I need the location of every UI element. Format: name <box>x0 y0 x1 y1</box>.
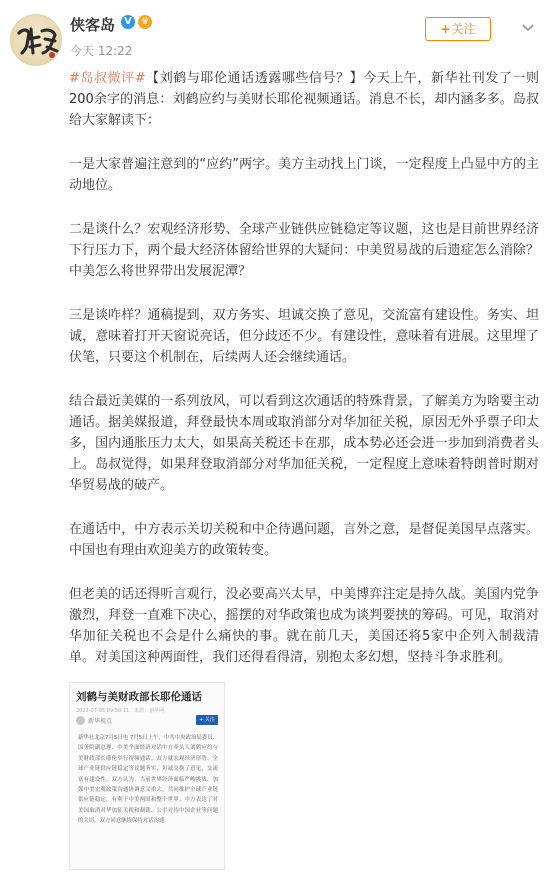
post-time[interactable]: 今天 12:22 <box>70 44 133 58</box>
article-screenshot-image[interactable] <box>69 682 225 870</box>
image-source-logo-icon <box>76 716 85 725</box>
post-intro <box>69 68 539 131</box>
image-title: 刘鹤与美财政部长耶伦通话 <box>76 691 202 703</box>
paragraph-4: 结合最近美媒的一系列放风，可以看到这次通话的特殊背景，了解美方为啥要主动通话。据美媒报道，拜登最快本周或取消部分对华加征关税，原因无外乎票子印太多，国内通胀压力太大，如果高关税还卡在那，成本势必还会进一步加到消费者头上。岛叔觉得，如果拜登取消部分对华加征关税，一定程度上意味着特朗普时期对华贸易战的破产。 <box>69 394 539 493</box>
post-header <box>0 0 550 66</box>
paragraph-6: 但老美的话还得听言观行，没必要高兴太早，中美博弈注定是持久战。美国内党争激烈，拜登一直难下决心，摇摆的对华政策也成为谈判要挟的筹码。可见，取消对华加征关税也不会是什么痛快的事。就在前几天，美国还将5家中企列入制裁清单。对美国这种两面性，我们还得看得清，别抱太多幻想，坚持斗争求胜利。 <box>69 587 539 665</box>
verified-badge-icon: V <box>121 15 135 29</box>
paragraph-1: 一是大家普遍注意到的“应约”两字。美方主动找上门谈，一定程度上凸显中方的主动地位。 <box>69 157 539 193</box>
topic-tag[interactable]: #岛叔微评# <box>69 71 146 86</box>
image-body-text: 新华社北京7月5日电 7月5日上午，中共中央政治局委员、国务院副总理、中美全面经济对话中方牵头人刘鹤应约与美财政部长耶伦举行视频通话。双方就宏观经济形势、全球产业链供应链稳定等议题务实、坦诚交换了意见，交流富有建设性。双方认为，当前世界经济面临严峻挑战，加强中美宏观政策沟通协调意义重大，共同维护全球产业链供应链稳定，有利于中美两国和整个世界。中方表达了对美国取消对华加征关税和制裁、公平对待中国企业等问题的关切。双方同意继续保持对话沟通。 <box>78 735 218 825</box>
author-name[interactable]: 侠客岛 <box>70 16 116 34</box>
chevron-down-icon <box>522 24 534 32</box>
avatar-logo-icon <box>11 15 62 66</box>
intro-text: 【刘鹤与耶伦通话透露哪些信号？】今天上午，新华社刊发了一则200余字的消息：刘鹤应约与美财长耶伦视频通话。消息不长，却内涵多多。岛叔给大家解读下： <box>69 71 539 128</box>
vip-medal-icon: ♛ <box>138 15 152 29</box>
image-follow-badge: + 关注 <box>196 715 218 725</box>
more-options-button[interactable] <box>517 17 539 39</box>
paragraph-5: 在通话中，中方表示关切关税和中企待遇问题，言外之意，是督促美国早点落实。中国也有理由欢迎美方的政策转变。 <box>69 522 539 558</box>
image-meta: 2022-07-05 09:50:11 来源：新华网 <box>76 708 165 714</box>
paragraph-3: 三是谈咋样？通稿提到，双方务实、坦诚交换了意见，交流富有建设性。务实、坦诚，意味着打开天窗说亮话，但分歧还不少。有建设性，意味着有进展。这里埋了伏笔，只要这个机制在，后续两人还会继续通话。 <box>69 308 539 365</box>
follow-button[interactable] <box>425 17 491 41</box>
author-avatar[interactable] <box>10 14 62 66</box>
follow-label: 关注 <box>451 22 476 36</box>
paragraph-2: 二是谈什么？宏观经济形势、全球产业链供应链稳定等议题，这也是目前世界经济下行压力下，两个最大经济体留给世界的大疑问：中美贸易战的后遗症怎么消除？中美怎么将世界带出发展泥潭？ <box>69 222 539 279</box>
plus-icon: + <box>440 22 451 36</box>
image-source: 新华视点 <box>88 718 113 725</box>
post-content <box>69 68 539 668</box>
